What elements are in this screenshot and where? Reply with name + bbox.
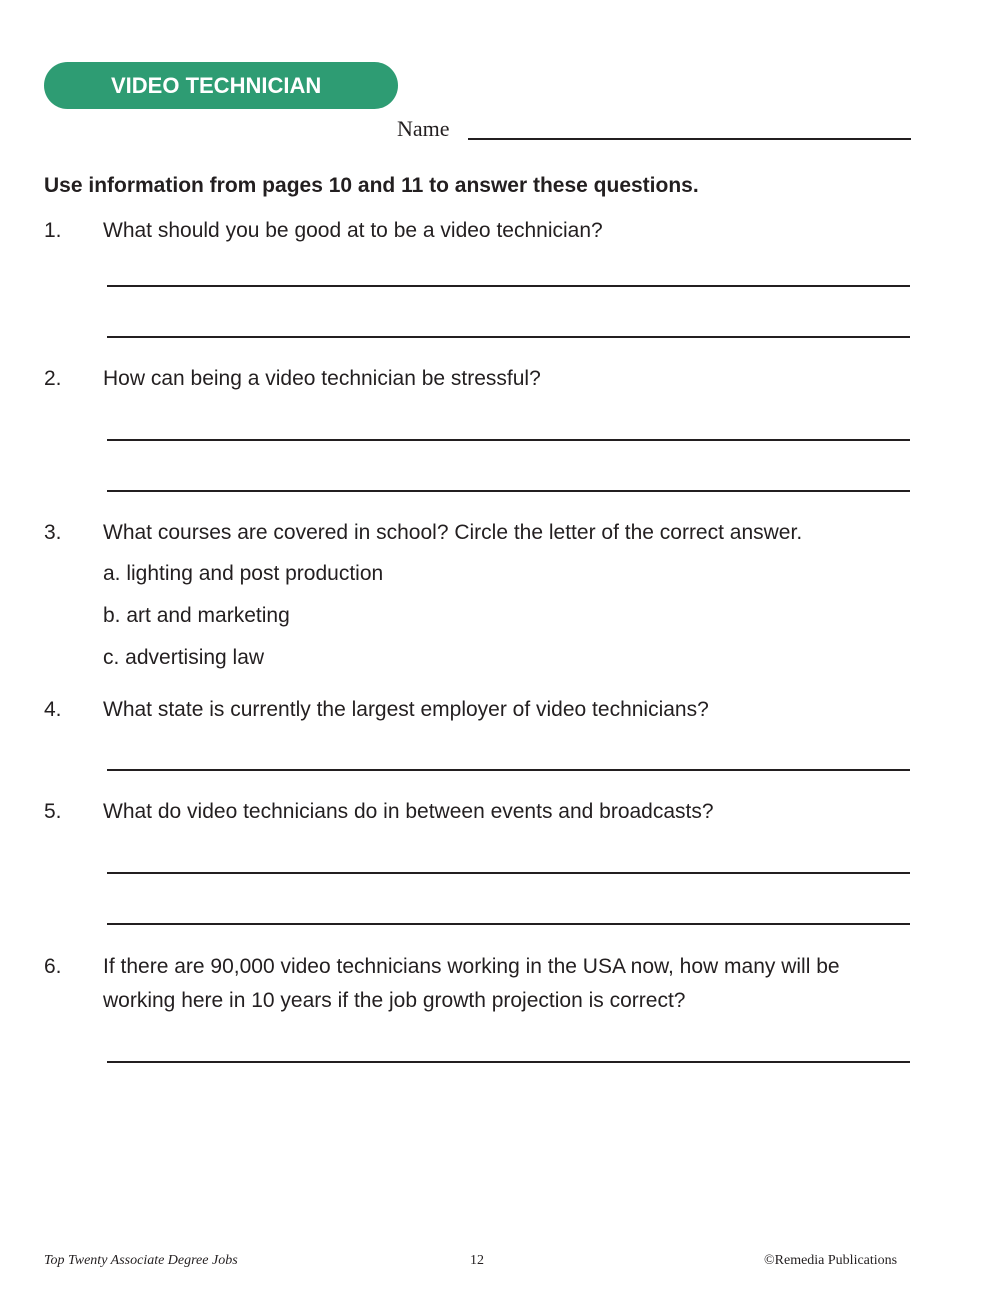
answer-line: [107, 285, 910, 287]
answer-line: [107, 490, 910, 492]
question-5-number: 5.: [44, 800, 62, 823]
footer-publisher: ©Remedia Publications: [764, 1253, 898, 1268]
question-2-text: How can being a video technician be stressful?: [103, 367, 541, 390]
question-5-text: What do video technicians do in between events and broadcasts?: [103, 800, 714, 823]
answer-line: [107, 336, 910, 338]
question-3-number: 3.: [44, 521, 62, 544]
choice-b: b. art and marketing: [103, 604, 290, 627]
choice-c: c. advertising law: [103, 646, 265, 669]
question-3-text: What courses are covered in school? Circle the letter of the correct answer.: [103, 521, 803, 544]
answer-line: [107, 923, 910, 925]
instructions: Use information from pages 10 and 11 to answer these questions.: [44, 174, 699, 197]
question-2-number: 2.: [44, 367, 62, 390]
answer-line: [107, 1061, 910, 1063]
choice-a: a. lighting and post production: [103, 562, 384, 585]
question-6-text: If there are 90,000 video technicians working in the USA now, how many will be working here in 10 years if the job growth projection is correct?: [103, 955, 840, 1012]
footer-book-title: Top Twenty Associate Degree Jobs: [44, 1253, 238, 1268]
question-1-text: What should you be good at to be a video technician?: [103, 219, 603, 242]
question-6-number: 6.: [44, 955, 62, 978]
question-1-number: 1.: [44, 219, 62, 242]
question-4-text: What state is currently the largest employer of video technicians?: [103, 698, 709, 721]
name-label: Name: [397, 116, 450, 141]
answer-line: [107, 439, 910, 441]
footer-page-number: 12: [470, 1253, 484, 1268]
question-4-number: 4.: [44, 698, 62, 721]
worksheet-title: VIDEO TECHNICIAN: [111, 73, 322, 98]
worksheet-title-banner: [44, 62, 398, 109]
answer-line: [107, 872, 910, 874]
answer-line: [107, 769, 910, 771]
name-field: [397, 116, 911, 146]
name-blank-line: [468, 138, 911, 140]
